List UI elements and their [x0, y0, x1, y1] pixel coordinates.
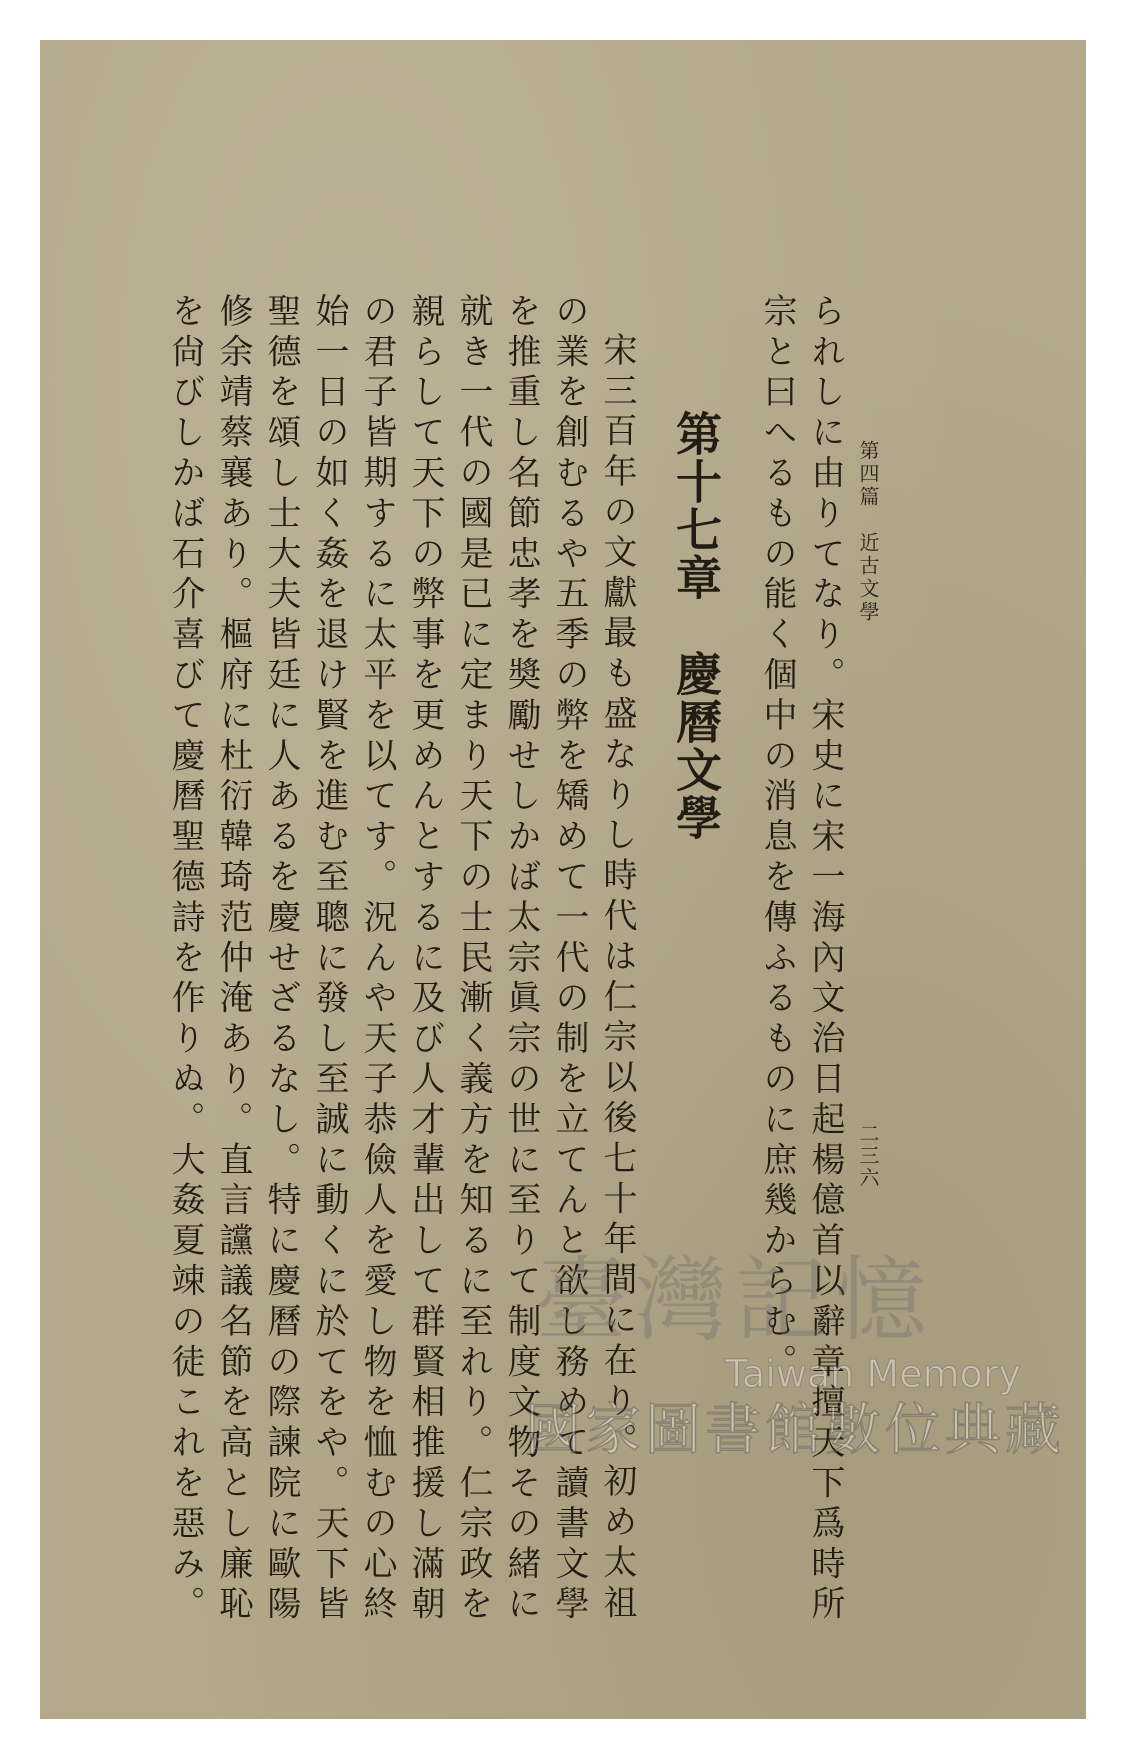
- text-column: を尙びしかば石介喜びて慶曆聖德詩を作りぬ。大姦夏竦の徒これを惡み。: [165, 293, 205, 1627]
- text-column: 宗と曰へるもの能く個中の消息を傳ふるものに庶幾からむ。: [757, 293, 797, 1384]
- text-column: 始一日の如く姦を退け賢を進む至聰に發し至誠に動くに於てをや。天下皆: [309, 293, 349, 1627]
- watermark-english: Taiwan Memory: [725, 1352, 1021, 1396]
- text-column: を推重し名節忠孝を奬勵せしかば太宗眞宗の世に至りて制度文物その緒に: [501, 293, 541, 1627]
- text-column: の君子皆期するに太平を以てす。況んや天子恭儉人を愛し物を恤むの心終: [357, 293, 397, 1627]
- running-header: 第四篇 近古文學: [856, 440, 880, 624]
- text-column: 宋三百年の文獻最も盛なりし時代は仁宗以後七十年間に在り。初め太祖: [597, 332, 637, 1625]
- book-page: [40, 40, 1086, 1719]
- chapter-heading: 第十七章 慶曆文學: [669, 410, 723, 842]
- text-column: 親らして天下の弊事を更めんとするに及び人才輩出して群賢相推援し滿朝: [405, 293, 445, 1627]
- text-column: 就き一代の國是已に定まり天下の士民漸く義方を知るに至れり。仁宗政を: [453, 293, 493, 1627]
- text-column: の業を創むるや五季の弊を矯めて一代の制を立てんと欲し務めて讀書文學: [549, 293, 589, 1627]
- watermark-logo-text: 臺灣記憶: [535, 1247, 936, 1354]
- page-number: 二三六: [856, 1123, 880, 1189]
- text-column: 修余靖蔡襄あり。樞府に杜衍韓琦范仲淹あり。直言讜議名節を高とし廉恥: [213, 293, 253, 1627]
- text-column: られしに由りてなり。宋史に宋一海內文治日起楊億首以辭章擅天下爲時所: [805, 293, 845, 1627]
- text-column: 聖德を頌し士大夫皆廷に人あるを慶せざるなし。特に慶曆の際諫院に歐陽: [261, 293, 301, 1627]
- watermark-chinese: 國家圖書館數位典藏: [525, 1398, 1065, 1463]
